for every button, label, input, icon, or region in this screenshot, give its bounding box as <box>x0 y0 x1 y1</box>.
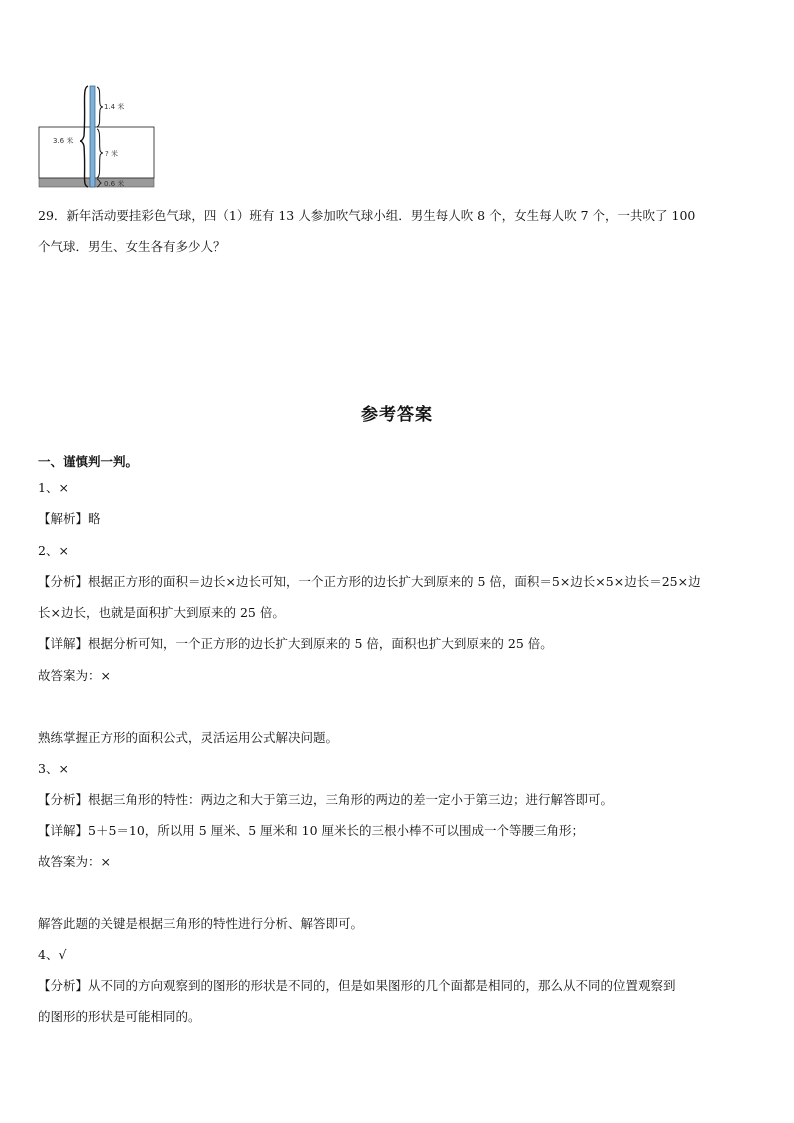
answer-2-summary: 熟练掌握正方形的面积公式，灵活运用公式解决问题。 <box>38 730 339 745</box>
question-29-line1: 29．新年活动要挂彩色气球，四（1）班有 13 人参加吹气球小组．男生每人吹 8 个，女生每人吹 7 个，一共吹了 100 <box>38 208 696 223</box>
answer-2-analysis-2: 长×边长，也就是面积扩大到原来的 25 倍。 <box>38 605 285 620</box>
answer-2-result: 故答案为：× <box>38 668 111 683</box>
answer-4-analysis-1: 【分析】从不同的方向观察到的图形的形状是不同的，但是如果图形的几个面都是相同的，那么从不同的位置观察到 <box>38 978 676 993</box>
answer-4-analysis-2: 的图形的形状是可能相同的。 <box>38 1009 201 1024</box>
answers-title: 参考答案 <box>361 405 433 425</box>
answer-1-analysis: 【解析】略 <box>38 511 101 526</box>
label-left: 3.6 米 <box>53 137 74 145</box>
answer-1: 1、× <box>38 480 69 495</box>
label-top: 1.4 米 <box>104 103 125 111</box>
section-heading: 一、谨慎判一判。 <box>38 454 139 469</box>
left-brace <box>80 86 88 187</box>
answer-2-analysis-1: 【分析】根据正方形的面积＝边长×边长可知，一个正方形的边长扩大到原来的 5 倍，面积＝5×边长×5×边长＝25×边 <box>38 574 701 589</box>
answer-3-summary: 解答此题的关键是根据三角形的特性进行分析、解答即可。 <box>38 916 364 931</box>
ground-strip <box>39 178 154 187</box>
label-mid: ? 米 <box>105 150 118 158</box>
right-brace-top <box>97 87 103 127</box>
label-bottom: 0.6 米 <box>104 180 125 188</box>
measurement-figure <box>38 84 156 190</box>
answer-3: 3、× <box>38 761 69 776</box>
pole <box>90 86 95 187</box>
answer-4: 4、√ <box>38 947 67 962</box>
answer-3-analysis: 【分析】根据三角形的特性：两边之和大于第三边，三角形的两边的差一定小于第三边；进行解答即可。 <box>38 792 614 807</box>
answer-3-detail: 【详解】5＋5＝10，所以用 5 厘米、5 厘米和 10 厘米长的三根小棒不可以围成一个等腰三角形； <box>38 823 584 838</box>
wall-rect <box>39 127 154 178</box>
question-29-line2: 个气球．男生、女生各有多少人？ <box>38 239 226 254</box>
answer-3-result: 故答案为：× <box>38 854 111 869</box>
answer-2: 2、× <box>38 543 69 558</box>
right-brace-mid <box>97 129 103 178</box>
answer-2-detail: 【详解】根据分析可知，一个正方形的边长扩大到原来的 5 倍，面积也扩大到原来的 25 倍。 <box>38 636 553 651</box>
